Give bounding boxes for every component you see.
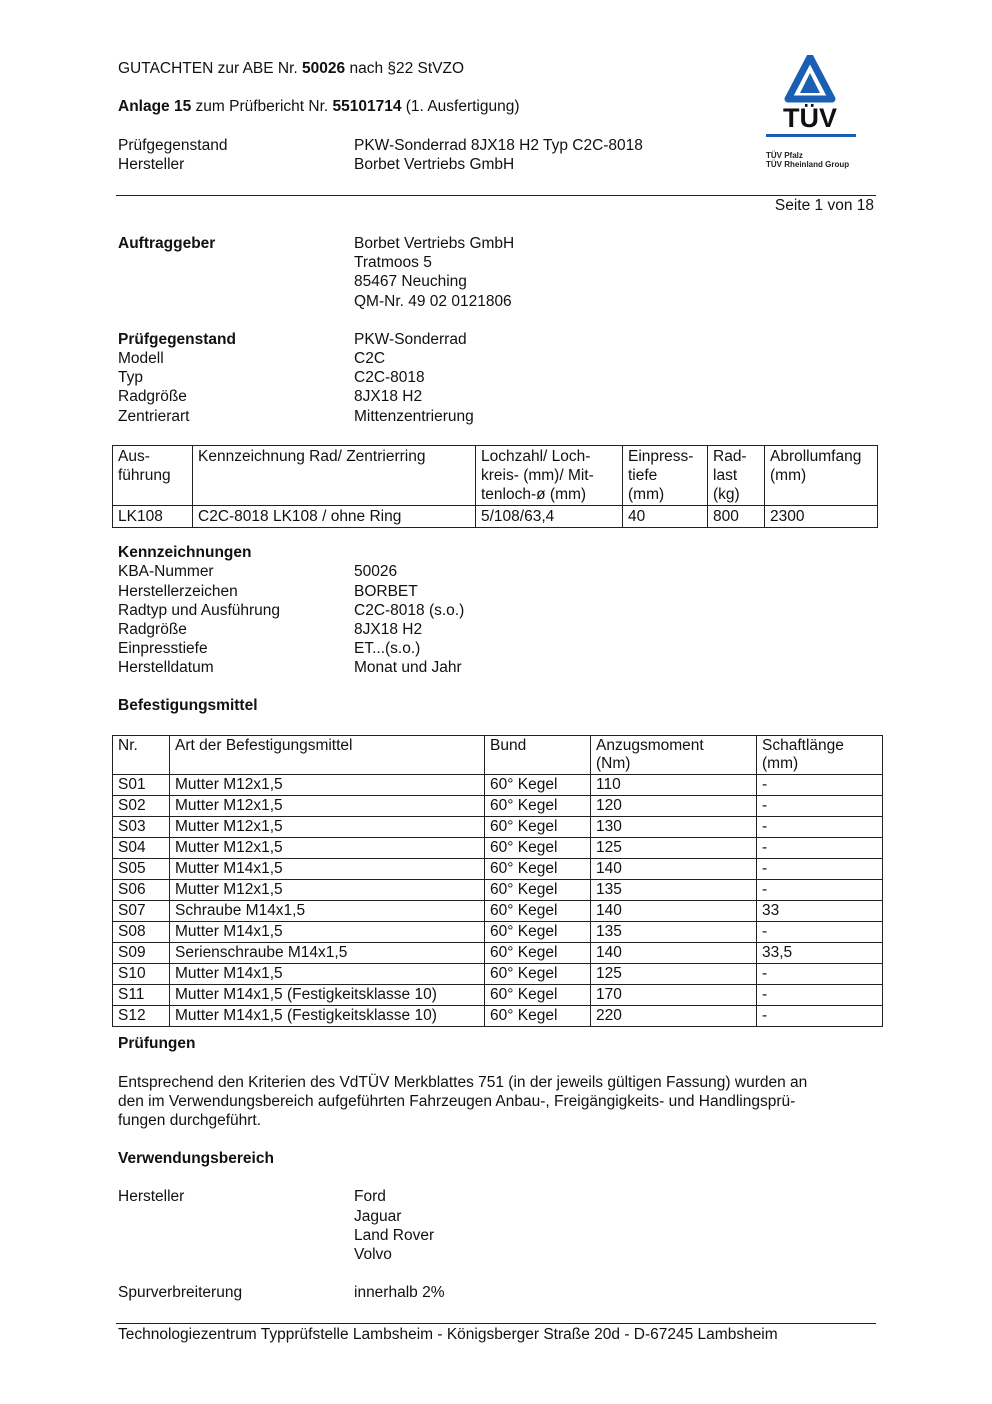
table-row xyxy=(113,1006,883,1027)
header-line-1 xyxy=(118,60,464,78)
table-row xyxy=(113,775,883,796)
auftraggeber-label: Auftraggeber xyxy=(118,235,216,252)
table-cell: - xyxy=(757,817,883,838)
kennz-label: KBA-Nummer xyxy=(118,563,214,580)
table-header-cell: Abrollumfang (mm) xyxy=(765,446,878,506)
table-cell: S10 xyxy=(113,964,170,985)
table-cell: S12 xyxy=(113,1006,170,1027)
header-hersteller-label: Hersteller xyxy=(118,156,185,173)
kennz-label: Radtyp und Ausführung xyxy=(118,602,281,619)
kennz-label: Einpresstiefe xyxy=(118,640,208,657)
typ-value: C2C-8018 xyxy=(354,369,425,386)
table-cell: - xyxy=(757,838,883,859)
table-header-cell: Nr. xyxy=(113,736,170,775)
table-cell: 60° Kegel xyxy=(485,1006,591,1027)
table-header-row xyxy=(113,736,883,775)
header-text: zum Prüfbericht Nr. xyxy=(191,98,333,115)
table-header-cell: Art der Befestigungsmittel xyxy=(170,736,485,775)
report-number: 55101714 xyxy=(332,98,402,115)
table-cell: 125 xyxy=(591,964,757,985)
befestigung-title: Befestigungsmittel xyxy=(118,697,258,714)
table-row xyxy=(113,838,883,859)
table-cell: - xyxy=(757,880,883,901)
table-cell: 220 xyxy=(591,1006,757,1027)
auftraggeber-line: Borbet Vertriebs GmbH xyxy=(354,235,515,252)
header-line-2 xyxy=(118,98,520,116)
wheel-table xyxy=(112,445,878,528)
table-header-cell: Aus- führung xyxy=(113,446,193,506)
table-row xyxy=(113,880,883,901)
table-cell: Mutter M12x1,5 xyxy=(170,817,485,838)
table-cell: 140 xyxy=(591,901,757,922)
table-cell: - xyxy=(757,775,883,796)
modell-value: C2C xyxy=(354,350,386,367)
kennz-value: C2C-8018 (s.o.) xyxy=(354,602,465,619)
table-cell: 60° Kegel xyxy=(485,775,591,796)
table-row xyxy=(113,817,883,838)
table-header-cell: Schaftlänge (mm) xyxy=(757,736,883,775)
spurverbreiterung-value: innerhalb 2% xyxy=(354,1284,445,1301)
header-text: nach §22 StVZO xyxy=(345,60,465,77)
table-cell: 60° Kegel xyxy=(485,922,591,943)
auftraggeber-line: 85467 Neuching xyxy=(354,273,467,290)
table-cell: Mutter M14x1,5 xyxy=(170,964,485,985)
verwendung-hersteller: Ford xyxy=(354,1188,386,1205)
table-cell: 60° Kegel xyxy=(485,796,591,817)
table-cell: Mutter M14x1,5 (Festigkeitsklasse 10) xyxy=(170,1006,485,1027)
table-cell: S01 xyxy=(113,775,170,796)
header-text: (1. Ausfertigung) xyxy=(401,98,520,115)
table-header-cell: Kennzeichnung Rad/ Zentrierring xyxy=(193,446,476,506)
table-cell: - xyxy=(757,859,883,880)
pruefgegenstand-label: Prüfgegenstand xyxy=(118,331,236,348)
table-cell: 125 xyxy=(591,838,757,859)
table-cell: 140 xyxy=(591,943,757,964)
table-cell: 130 xyxy=(591,817,757,838)
table-cell: 60° Kegel xyxy=(485,838,591,859)
table-cell: - xyxy=(757,1006,883,1027)
table-cell: S09 xyxy=(113,943,170,964)
table-cell: S03 xyxy=(113,817,170,838)
modell-label: Modell xyxy=(118,350,164,367)
table-cell: Mutter M12x1,5 xyxy=(170,796,485,817)
table-cell: S04 xyxy=(113,838,170,859)
pruefgegenstand-value: PKW-Sonderrad xyxy=(354,331,467,348)
logo-sub2: TÜV Rheinland Group xyxy=(766,160,850,169)
table-cell: Mutter M12x1,5 xyxy=(170,838,485,859)
table-cell: 60° Kegel xyxy=(485,901,591,922)
table-cell: S02 xyxy=(113,796,170,817)
header-pg-label: Prüfgegenstand xyxy=(118,137,228,154)
table-cell: 60° Kegel xyxy=(485,943,591,964)
footer-divider xyxy=(116,1323,876,1324)
table-header-cell: Einpress- tiefe (mm) xyxy=(623,446,708,506)
table-cell: S07 xyxy=(113,901,170,922)
header-hersteller-value: Borbet Vertriebs GmbH xyxy=(354,156,515,173)
table-cell: 800 xyxy=(708,506,765,528)
header-divider xyxy=(116,195,876,196)
kennzeichnungen-title: Kennzeichnungen xyxy=(118,544,252,561)
table-header-cell: Lochzahl/ Loch- kreis- (mm)/ Mit- tenloch-ø (mm) xyxy=(476,446,623,506)
radgroesse-value: 8JX18 H2 xyxy=(354,388,423,405)
table-cell: 60° Kegel xyxy=(485,880,591,901)
table-cell: - xyxy=(757,964,883,985)
anlage-label: Anlage 15 xyxy=(118,98,192,115)
abe-number: 50026 xyxy=(302,60,346,77)
table-cell: S11 xyxy=(113,985,170,1006)
table-cell: 60° Kegel xyxy=(485,859,591,880)
table-row xyxy=(113,901,883,922)
table-cell: S06 xyxy=(113,880,170,901)
table-cell: - xyxy=(757,796,883,817)
auftraggeber-line: QM-Nr. 49 02 0121806 xyxy=(354,293,512,310)
table-row xyxy=(113,964,883,985)
kennz-value: 50026 xyxy=(354,563,398,580)
table-cell: S08 xyxy=(113,922,170,943)
table-cell: Mutter M14x1,5 (Festigkeitsklasse 10) xyxy=(170,985,485,1006)
kennz-value: 8JX18 H2 xyxy=(354,621,423,638)
auftraggeber-line: Tratmoos 5 xyxy=(354,254,432,271)
table-cell: - xyxy=(757,922,883,943)
table-cell: 135 xyxy=(591,922,757,943)
table-cell: 40 xyxy=(623,506,708,528)
typ-label: Typ xyxy=(118,369,143,386)
table-cell: 60° Kegel xyxy=(485,964,591,985)
table-cell: 60° Kegel xyxy=(485,985,591,1006)
table-cell: C2C-8018 LK108 / ohne Ring xyxy=(193,506,476,528)
table-row xyxy=(113,859,883,880)
table-cell: 135 xyxy=(591,880,757,901)
table-cell: Mutter M12x1,5 xyxy=(170,880,485,901)
table-cell: - xyxy=(757,985,883,1006)
verwendung-hersteller: Volvo xyxy=(354,1246,392,1263)
verwendung-hersteller: Land Rover xyxy=(354,1227,435,1244)
table-cell: Schraube M14x1,5 xyxy=(170,901,485,922)
zentrierart-label: Zentrierart xyxy=(118,408,190,425)
table-header-row xyxy=(113,446,878,506)
table-header-cell: Rad- last (kg) xyxy=(708,446,765,506)
table-row xyxy=(113,922,883,943)
table-cell: 170 xyxy=(591,985,757,1006)
page-number: Seite 1 von 18 xyxy=(774,197,874,214)
table-cell: Mutter M12x1,5 xyxy=(170,775,485,796)
table-cell: Mutter M14x1,5 xyxy=(170,859,485,880)
table-cell: 120 xyxy=(591,796,757,817)
table-cell: Mutter M14x1,5 xyxy=(170,922,485,943)
kennz-value: Monat und Jahr xyxy=(354,659,462,676)
verwendung-hersteller-label: Hersteller xyxy=(118,1188,185,1205)
table-cell: 5/108/63,4 xyxy=(476,506,623,528)
table-cell: S05 xyxy=(113,859,170,880)
table-cell: 2300 xyxy=(765,506,878,528)
verwendungsbereich-title: Verwendungsbereich xyxy=(118,1150,274,1167)
kennz-label: Herstelldatum xyxy=(118,659,214,676)
kennz-label: Radgröße xyxy=(118,621,187,638)
table-row xyxy=(113,506,878,528)
table-cell: 60° Kegel xyxy=(485,817,591,838)
kennz-value: BORBET xyxy=(354,583,418,600)
kennz-value: ET...(s.o.) xyxy=(354,640,421,657)
table-row xyxy=(113,796,883,817)
table-header-cell: Anzugsmoment (Nm) xyxy=(591,736,757,775)
pruefungen-text-line: fungen durchgeführt. xyxy=(118,1112,262,1129)
table-cell: 33,5 xyxy=(757,943,883,964)
table-cell: Serienschraube M14x1,5 xyxy=(170,943,485,964)
verwendung-hersteller: Jaguar xyxy=(354,1208,402,1225)
header-pg-value: PKW-Sonderrad 8JX18 H2 Typ C2C-8018 xyxy=(354,137,643,154)
table-row xyxy=(113,985,883,1006)
tuv-logo xyxy=(760,55,860,173)
table-cell: 110 xyxy=(591,775,757,796)
pruefungen-text-line: Entsprechend den Kriterien des VdTÜV Merkblattes 751 (in der jeweils gültigen Fassung) wurden an xyxy=(118,1074,808,1091)
table-cell: 33 xyxy=(757,901,883,922)
spurverbreiterung-label: Spurverbreiterung xyxy=(118,1284,243,1301)
table-row xyxy=(113,943,883,964)
table-cell: 140 xyxy=(591,859,757,880)
table-cell: LK108 xyxy=(113,506,193,528)
pruefungen-title: Prüfungen xyxy=(118,1035,196,1052)
tuv-triangle-icon xyxy=(760,55,860,173)
logo-text: TÜV xyxy=(783,103,837,133)
kennz-label: Herstellerzeichen xyxy=(118,583,238,600)
fastener-table xyxy=(112,735,883,1027)
zentrierart-value: Mittenzentrierung xyxy=(354,408,474,425)
footer-text: Technologiezentrum Typprüfstelle Lambsheim - Königsberger Straße 20d - D-67245 Lambsheim xyxy=(118,1326,778,1343)
radgroesse-label: Radgröße xyxy=(118,388,187,405)
logo-sub1: TÜV Pfalz xyxy=(766,151,803,160)
pruefungen-text-line: den im Verwendungsbereich aufgeführten Fahrzeugen Anbau-, Freigängigkeits- und Handlingsprü- xyxy=(118,1093,796,1110)
header-text: GUTACHTEN zur ABE Nr. xyxy=(118,60,303,77)
table-header-cell: Bund xyxy=(485,736,591,775)
